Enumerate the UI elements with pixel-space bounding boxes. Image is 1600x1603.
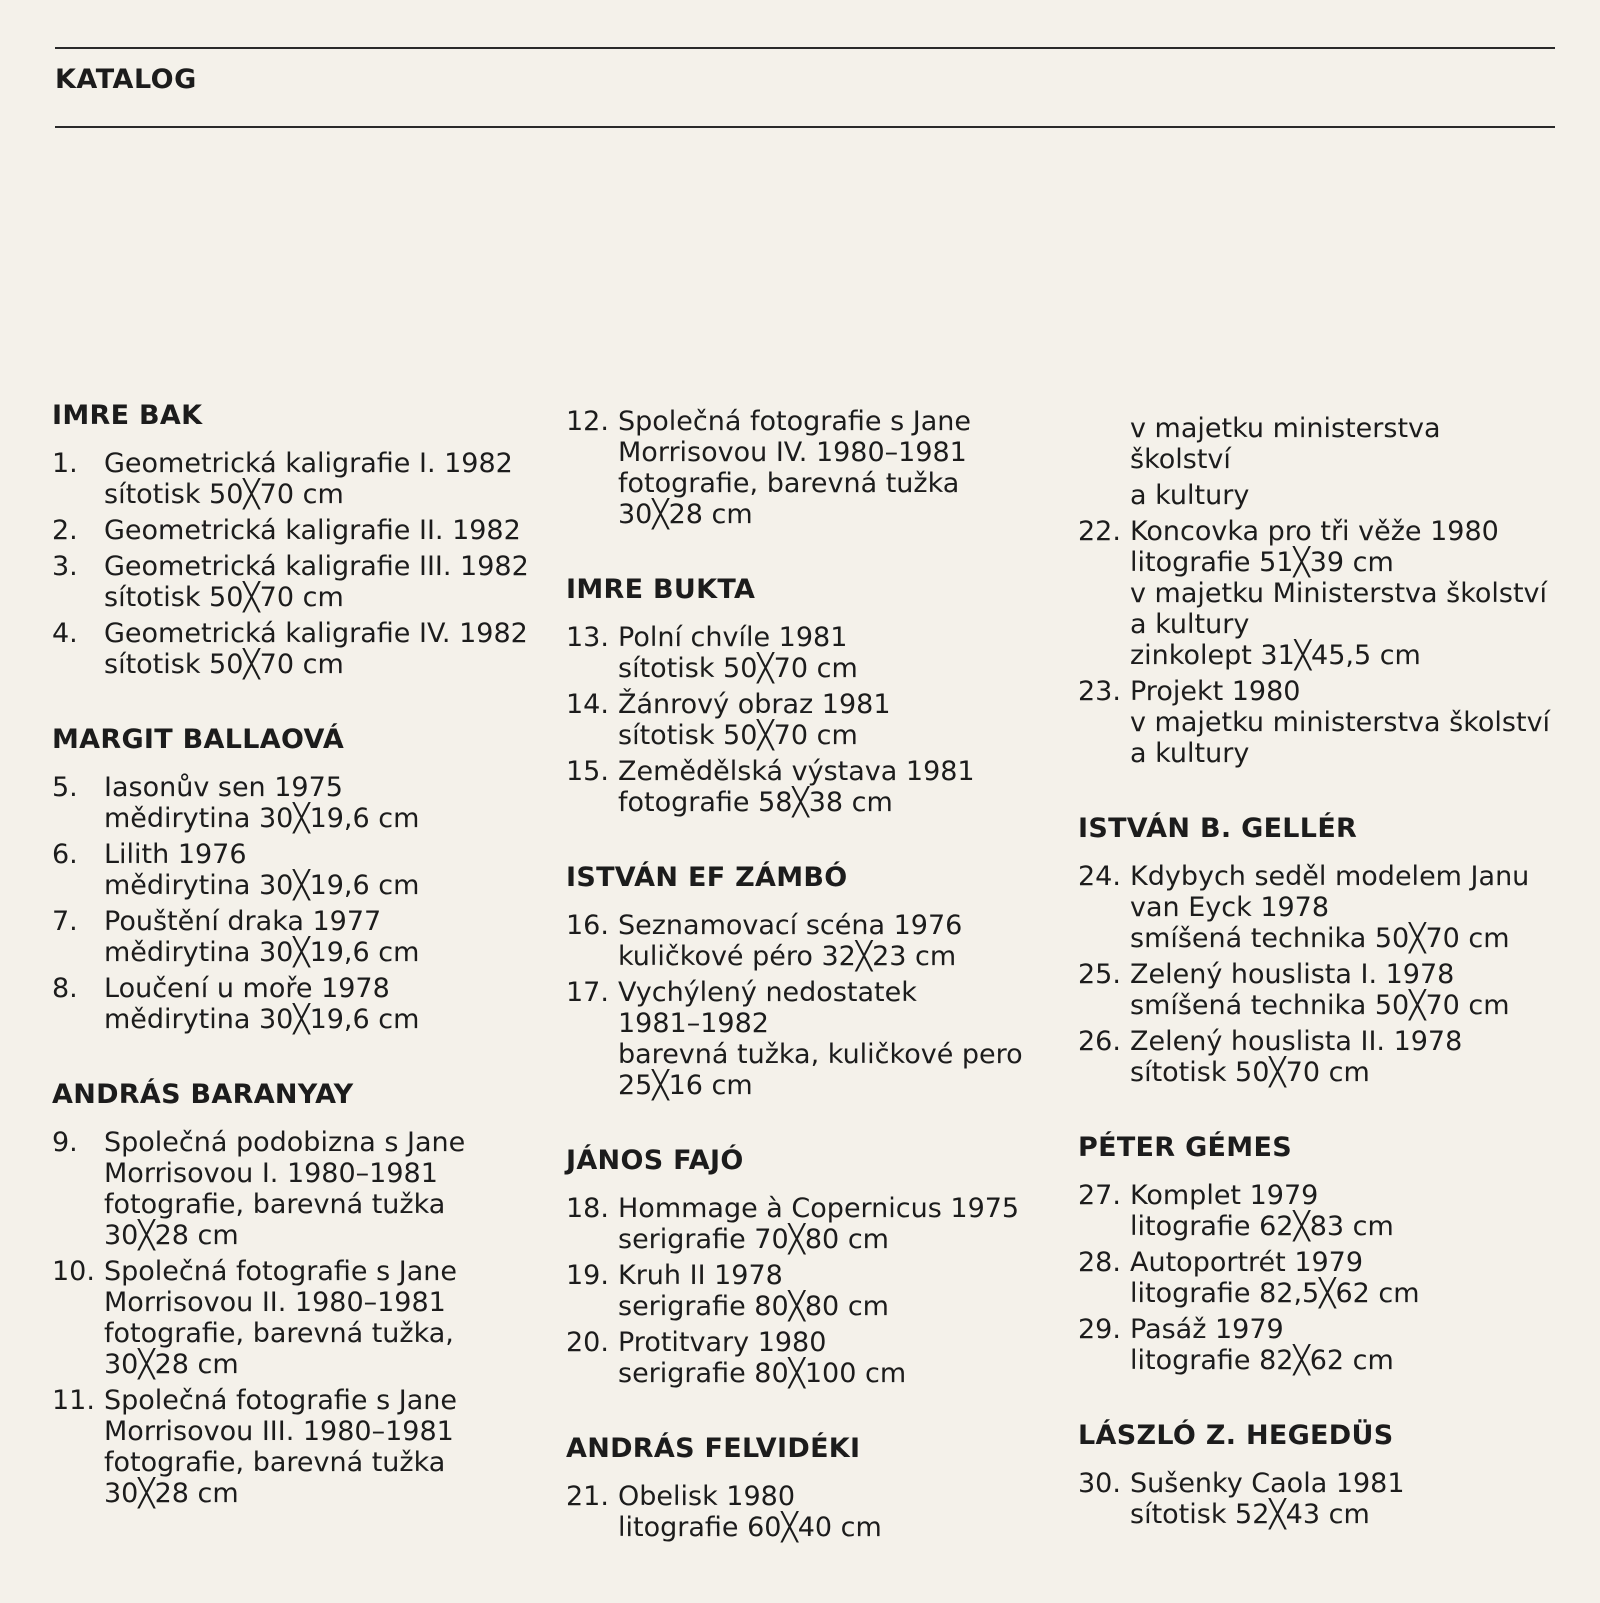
entry-line: 25╳16 cm	[618, 1070, 753, 1101]
entry-line: litografie 82,5╳62 cm	[1130, 1278, 1420, 1309]
artist-heading: IMRE BUKTA	[566, 574, 756, 605]
entry-line: sítotisk 50╳70 cm	[1130, 1057, 1370, 1088]
entry-line: fotografie, barevná tužka	[104, 1189, 446, 1220]
entry-description	[104, 1385, 522, 1509]
entry-line: mědirytina 30╳19,6 cm	[104, 937, 420, 968]
entry-line: mědirytina 30╳19,6 cm	[104, 1004, 420, 1035]
entry-number: 27.	[1078, 1180, 1121, 1211]
entry-number: 9.	[52, 1127, 78, 1158]
entry-description	[104, 618, 528, 680]
entry-number: 21.	[566, 1481, 609, 1512]
catalog-entry	[52, 515, 522, 546]
entry-line: Pasáž 1979	[1130, 1314, 1284, 1345]
entry-line: Geometrická kaligrafie III. 1982	[104, 551, 529, 582]
entry-number: 10.	[52, 1256, 95, 1287]
catalog-entry	[1078, 861, 1548, 954]
entry-line: Geometrická kaligrafie II. 1982	[104, 515, 521, 546]
entry-continuation-line: a kultury	[1130, 480, 1250, 511]
entry-number: 15.	[566, 756, 609, 787]
entry-line: mědirytina 30╳19,6 cm	[104, 803, 420, 834]
entry-line: fotografie, barevná tužka	[104, 1447, 446, 1478]
entry-description	[104, 1127, 522, 1251]
entry-line: Loučení u moře 1978	[104, 973, 390, 1004]
entry-line: sítotisk 50╳70 cm	[618, 653, 858, 684]
entry-description	[104, 906, 522, 968]
header-rule	[55, 126, 1555, 128]
catalog-entry	[52, 1256, 522, 1380]
entry-line: 30╳28 cm	[618, 499, 753, 530]
entry-line: Geometrická kaligrafie IV. 1982	[104, 618, 528, 649]
entry-number: 24.	[1078, 861, 1121, 892]
catalog-entry	[566, 977, 1036, 1101]
catalog-entry	[1078, 516, 1548, 671]
artist-heading: LÁSZLÓ Z. HEGEDÜS	[1078, 1420, 1394, 1451]
catalog-entry	[1078, 959, 1548, 1021]
catalog-entry	[52, 772, 522, 834]
entry-line: mědirytina 30╳19,6 cm	[104, 870, 420, 901]
entry-line: v majetku Ministerstva školství	[1130, 578, 1548, 609]
catalog-entry	[1078, 1468, 1548, 1530]
entry-line: fotografie, barevná tužka	[618, 468, 960, 499]
top-rule	[55, 47, 1555, 49]
entry-description	[1130, 676, 1550, 769]
entry-description	[618, 1481, 1036, 1543]
entry-number: 14.	[566, 689, 609, 720]
entry-number: 6.	[52, 839, 78, 870]
catalog-entry	[566, 406, 1036, 530]
entry-description	[1130, 1026, 1548, 1088]
entry-line: 30╳28 cm	[104, 1349, 239, 1380]
entry-number: 25.	[1078, 959, 1121, 990]
entry-description	[618, 977, 1036, 1101]
catalog-entry	[566, 1260, 1036, 1322]
entry-description	[1130, 1314, 1548, 1376]
entry-description	[618, 756, 1036, 818]
catalog-entry	[566, 1327, 1036, 1389]
entry-number: 17.	[566, 977, 609, 1008]
entry-line: litografie 60╳40 cm	[618, 1512, 882, 1543]
entry-line: 30╳28 cm	[104, 1220, 239, 1251]
catalog-entry	[52, 551, 529, 613]
entry-number: 28.	[1078, 1247, 1121, 1278]
entry-line: Polní chvíle 1981	[618, 622, 848, 653]
entry-line: litografie 82╳62 cm	[1130, 1345, 1394, 1376]
entry-line: serigrafie 80╳100 cm	[618, 1358, 907, 1389]
entry-description	[1130, 1468, 1548, 1530]
catalog-entry	[1078, 1026, 1548, 1088]
entry-line: smíšená technika 50╳70 cm	[1130, 990, 1510, 1021]
catalog-entry	[566, 756, 1036, 818]
entry-line: Protitvary 1980	[618, 1327, 827, 1358]
entry-line: smíšená technika 50╳70 cm	[1130, 923, 1510, 954]
entry-line: Kdybych seděl modelem Janu	[1130, 861, 1530, 892]
page-title: KATALOG	[55, 64, 197, 95]
entry-line: van Eyck 1978	[1130, 892, 1330, 923]
entry-line: Morrisovou IV. 1980–1981	[618, 437, 967, 468]
catalog-entry	[52, 839, 522, 901]
entry-description	[618, 689, 1036, 751]
entry-number: 18.	[566, 1193, 609, 1224]
catalog-column-3	[1078, 413, 1551, 1535]
artist-heading: ISTVÁN B. GELLÉR	[1078, 813, 1358, 844]
entry-description	[618, 1327, 1036, 1389]
entry-line: Pouštění draka 1977	[104, 906, 382, 937]
entry-line: a kultury	[1130, 609, 1250, 640]
entry-description	[1130, 959, 1548, 1021]
catalog-entry	[566, 1481, 1036, 1543]
entry-line: Projekt 1980	[1130, 676, 1301, 707]
catalog-entry	[52, 1127, 522, 1251]
entry-line: Společná fotografie s Jane	[104, 1256, 457, 1287]
catalog-entry	[566, 689, 1036, 751]
catalog-entry	[52, 906, 522, 968]
catalog-entry	[52, 973, 522, 1035]
entry-number: 23.	[1078, 676, 1121, 707]
entry-description	[1130, 1247, 1548, 1309]
entry-description	[104, 839, 522, 901]
entry-line: Zemědělská výstava 1981	[618, 756, 975, 787]
catalog-entry	[1078, 1180, 1548, 1242]
entry-description	[104, 973, 522, 1035]
entry-line: Společná fotografie s Jane	[104, 1385, 457, 1416]
entry-line: Vychýlený nedostatek	[618, 977, 917, 1008]
entry-description	[618, 1193, 1036, 1255]
artist-heading: ANDRÁS FELVIDÉKI	[566, 1433, 861, 1464]
entry-line: Morrisovou III. 1980–1981	[104, 1416, 454, 1447]
entry-line: kuličkové péro 32╳23 cm	[618, 941, 957, 972]
entry-number: 5.	[52, 772, 78, 803]
entry-number: 8.	[52, 973, 78, 1004]
entry-number: 26.	[1078, 1026, 1121, 1057]
entry-description	[618, 622, 1036, 684]
artist-heading: MARGIT BALLAOVÁ	[52, 724, 345, 755]
entry-number: 30.	[1078, 1468, 1121, 1499]
artist-heading: ISTVÁN EF ZÁMBÓ	[566, 862, 848, 893]
entry-line: serigrafie 80╳80 cm	[618, 1291, 889, 1322]
entry-description	[1130, 1180, 1548, 1242]
entry-number: 3.	[52, 551, 78, 582]
artist-heading: ANDRÁS BARANYAY	[52, 1079, 354, 1110]
entry-description	[1130, 861, 1548, 954]
entry-line: Hommage à Copernicus 1975	[618, 1193, 1020, 1224]
entry-line: sítotisk 52╳43 cm	[1130, 1499, 1370, 1530]
entry-line: Zelený houslista I. 1978	[1130, 959, 1455, 990]
entry-description	[104, 448, 522, 510]
entry-number: 13.	[566, 622, 609, 653]
entry-number: 11.	[52, 1385, 95, 1416]
entry-description	[618, 910, 1036, 972]
catalog-entry	[52, 1385, 522, 1509]
entry-line: Zelený houslista II. 1978	[1130, 1026, 1463, 1057]
entry-line: barevná tužka, kuličkové pero	[618, 1039, 1023, 1070]
entry-line: Lilith 1976	[104, 839, 247, 870]
entry-description	[104, 515, 522, 546]
entry-number: 1.	[52, 448, 78, 479]
entry-line: Společná podobizna s Jane	[104, 1127, 466, 1158]
entry-line: sítotisk 50╳70 cm	[104, 479, 344, 510]
entry-line: Geometrická kaligrafie I. 1982	[104, 448, 513, 479]
entry-line: zinkolept 31╳45,5 cm	[1130, 640, 1421, 671]
entry-continuation-line: v majetku ministerstva školství	[1130, 413, 1441, 475]
entry-number: 12.	[566, 406, 609, 437]
entry-number: 22.	[1078, 516, 1121, 547]
entry-line: 1981–1982	[618, 1008, 769, 1039]
entry-description	[104, 1256, 522, 1380]
catalog-entry	[1078, 676, 1551, 769]
catalog-column-1	[52, 400, 529, 1514]
entry-line: sítotisk 50╳70 cm	[104, 582, 344, 613]
entry-line: fotografie, barevná tužka,	[104, 1318, 454, 1349]
entry-line: Komplet 1979	[1130, 1180, 1319, 1211]
entry-line: fotografie 58╳38 cm	[618, 787, 893, 818]
catalog-entry	[1078, 1314, 1548, 1376]
entry-line: Společná fotografie s Jane	[618, 406, 971, 437]
entry-line: Iasonův sen 1975	[104, 772, 343, 803]
entry-number: 29.	[1078, 1314, 1121, 1345]
entry-line: Morrisovou II. 1980–1981	[104, 1287, 446, 1318]
catalog-entry	[566, 622, 1036, 684]
entry-line: Morrisovou I. 1980–1981	[104, 1158, 438, 1189]
catalog-entry	[52, 618, 528, 680]
catalog-entry	[566, 1193, 1036, 1255]
entry-line: Kruh II 1978	[618, 1260, 783, 1291]
catalog-entry	[566, 910, 1036, 972]
entry-number: 7.	[52, 906, 78, 937]
catalog-entry	[52, 448, 522, 510]
entry-line: a kultury	[1130, 738, 1250, 769]
artist-heading: IMRE BAK	[52, 400, 203, 431]
entry-line: v majetku ministerstva školství	[1130, 707, 1551, 738]
entry-number: 4.	[52, 618, 78, 649]
entry-line: Obelisk 1980	[618, 1481, 796, 1512]
entry-description	[104, 772, 522, 834]
entry-description	[1130, 516, 1548, 671]
entry-line: litografie 62╳83 cm	[1130, 1211, 1394, 1242]
entry-line: Autoportrét 1979	[1130, 1247, 1364, 1278]
entry-number: 2.	[52, 515, 78, 546]
entry-line: Koncovka pro tři věže 1980	[1130, 516, 1499, 547]
entry-description	[618, 1260, 1036, 1322]
entry-description	[104, 551, 529, 613]
entry-number: 16.	[566, 910, 609, 941]
artist-heading: PÉTER GÉMES	[1078, 1132, 1292, 1163]
entry-line: Sušenky Caola 1981	[1130, 1468, 1405, 1499]
artist-heading: JÁNOS FAJÓ	[566, 1145, 744, 1176]
entry-number: 19.	[566, 1260, 609, 1291]
entry-number: 20.	[566, 1327, 609, 1358]
entry-description	[618, 406, 1036, 530]
entry-line: sítotisk 50╳70 cm	[104, 649, 344, 680]
entry-line: sítotisk 50╳70 cm	[618, 720, 858, 751]
catalog-column-2	[566, 406, 1036, 1548]
entry-line: litografie 51╳39 cm	[1130, 547, 1394, 578]
catalog-entry	[1078, 1247, 1548, 1309]
entry-line: Seznamovací scéna 1976	[618, 910, 963, 941]
entry-line: Žánrový obraz 1981	[618, 689, 891, 720]
entry-line: 30╳28 cm	[104, 1478, 239, 1509]
entry-line: serigrafie 70╳80 cm	[618, 1224, 889, 1255]
